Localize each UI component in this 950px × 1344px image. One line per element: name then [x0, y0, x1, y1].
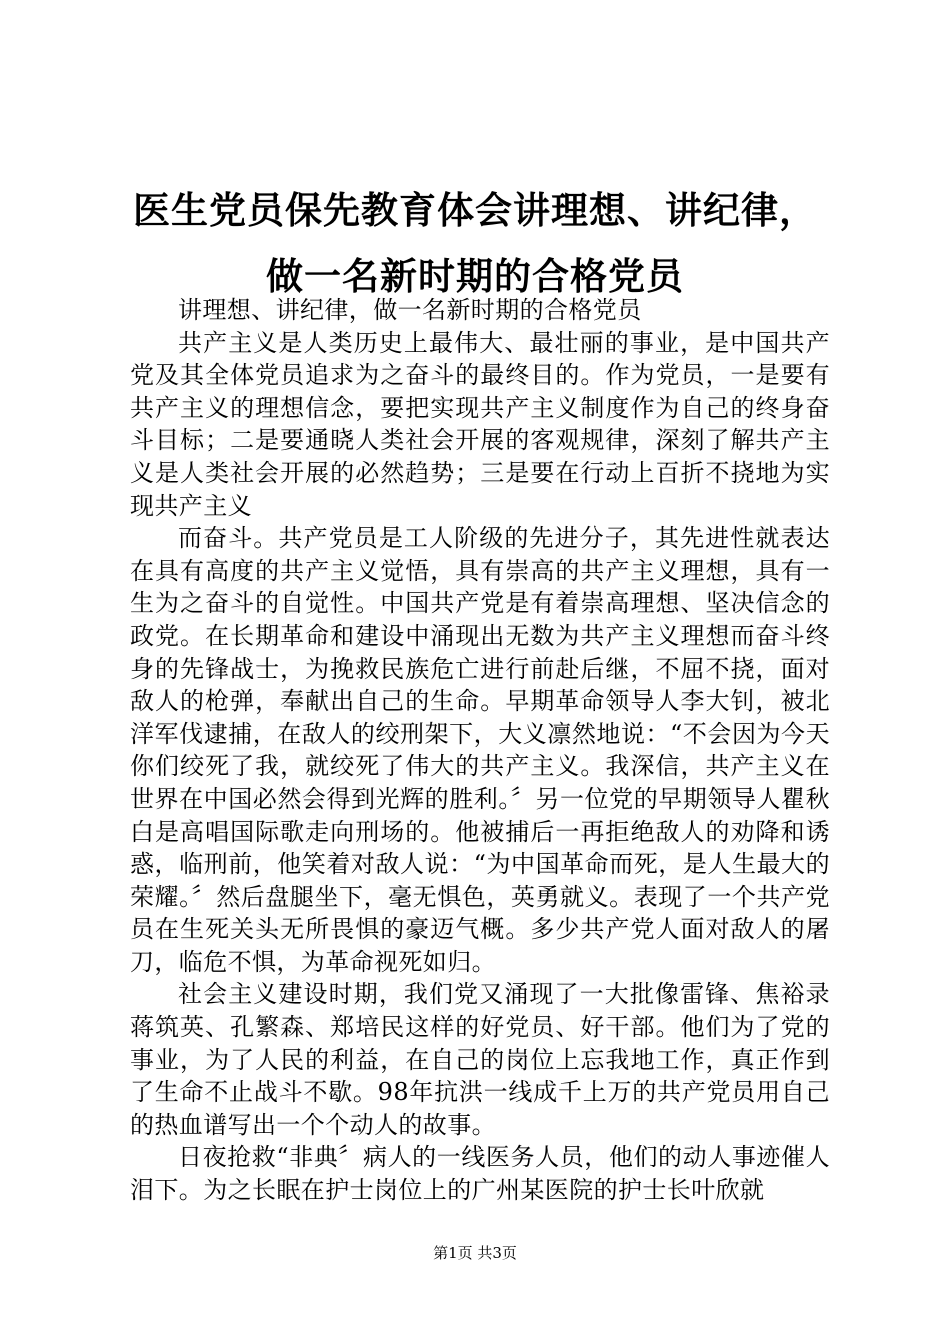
paragraph: 共产主义是人类历史上最伟大、最壮丽的事业，是中国共产党及其全体党员追求为之奋斗的最终目的。作为党员，一是要有共产主义的理想信念，要把实现共产主义制度作为自己的终身奋斗目标；二是要通晓人类社会开展的客观规律，深刻了解共产主义是人类社会开展的必然趋势；三是要在行动上百折不挠地为实现共产主义	[130, 328, 830, 520]
paragraph: 日夜抢救“非典〞病人的一线医务人员，他们的动人事迹催人泪下。为之长眠在护士岗位上的广州某医院的护士长叶欣就	[130, 1143, 830, 1205]
paragraph-subtitle: 讲理想、讲纪律，做一名新时期的合格党员	[178, 296, 642, 324]
paragraph: 而奋斗。共产党员是工人阶级的先进分子，其先进性就表达在具有高度的共产主义觉悟，具有崇高的共产主义理想，具有一生为之奋斗的自觉性。中国共产党是有着崇高理想、坚决信念的政党。在长期革命和建设中涌现出无数为共产主义理想而奋斗终身的先锋战士，为挽救民族危亡进行前赴后继，不屈不挠，面对敌人的枪弹，奉献出自己的生命。早期革命领导人李大钊，被北洋军伐逮捕，在敌人的绞刑架下，大义凛然地说：“不会因为今天你们绞死了我，就绞死了伟大的共产主义。我深信，共产主义在世界在中国必然会得到光辉的胜利。〞另一位党的早期领导人瞿秋白是高唱国际歌走向刑场的。他被捕后一再拒绝敌人的劝降和诱惑，临刑前，他笑着对敌人说：“为中国革命而死，是人生最大的荣耀。〞然后盘腿坐下，毫无惧色，英勇就义。表现了一个共产党员在生死关头无所畏惧的豪迈气概。多少共产党人面对敌人的屠刀，临危不惧，为革命视死如归。	[130, 524, 830, 976]
document-title: 医生党员保先教育体会讲理想、讲纪律，做一名新时期的合格党员	[133, 189, 817, 298]
page-number-footer: 第1页 共3页	[433, 1244, 517, 1262]
paragraph: 社会主义建设时期，我们党又涌现了一大批像雷锋、焦裕录蒋筑英、孔繁森、郑培民这样的好党员、好干部。他们为了党的事业，为了人民的利益，在自己的岗位上忘我地工作，真正作到了生命不止战斗不歇。98年抗洪一线成千上万的共产党员用自己的热血谱写出一个个动人的故事。	[130, 980, 830, 1139]
document-body	[130, 294, 830, 1207]
